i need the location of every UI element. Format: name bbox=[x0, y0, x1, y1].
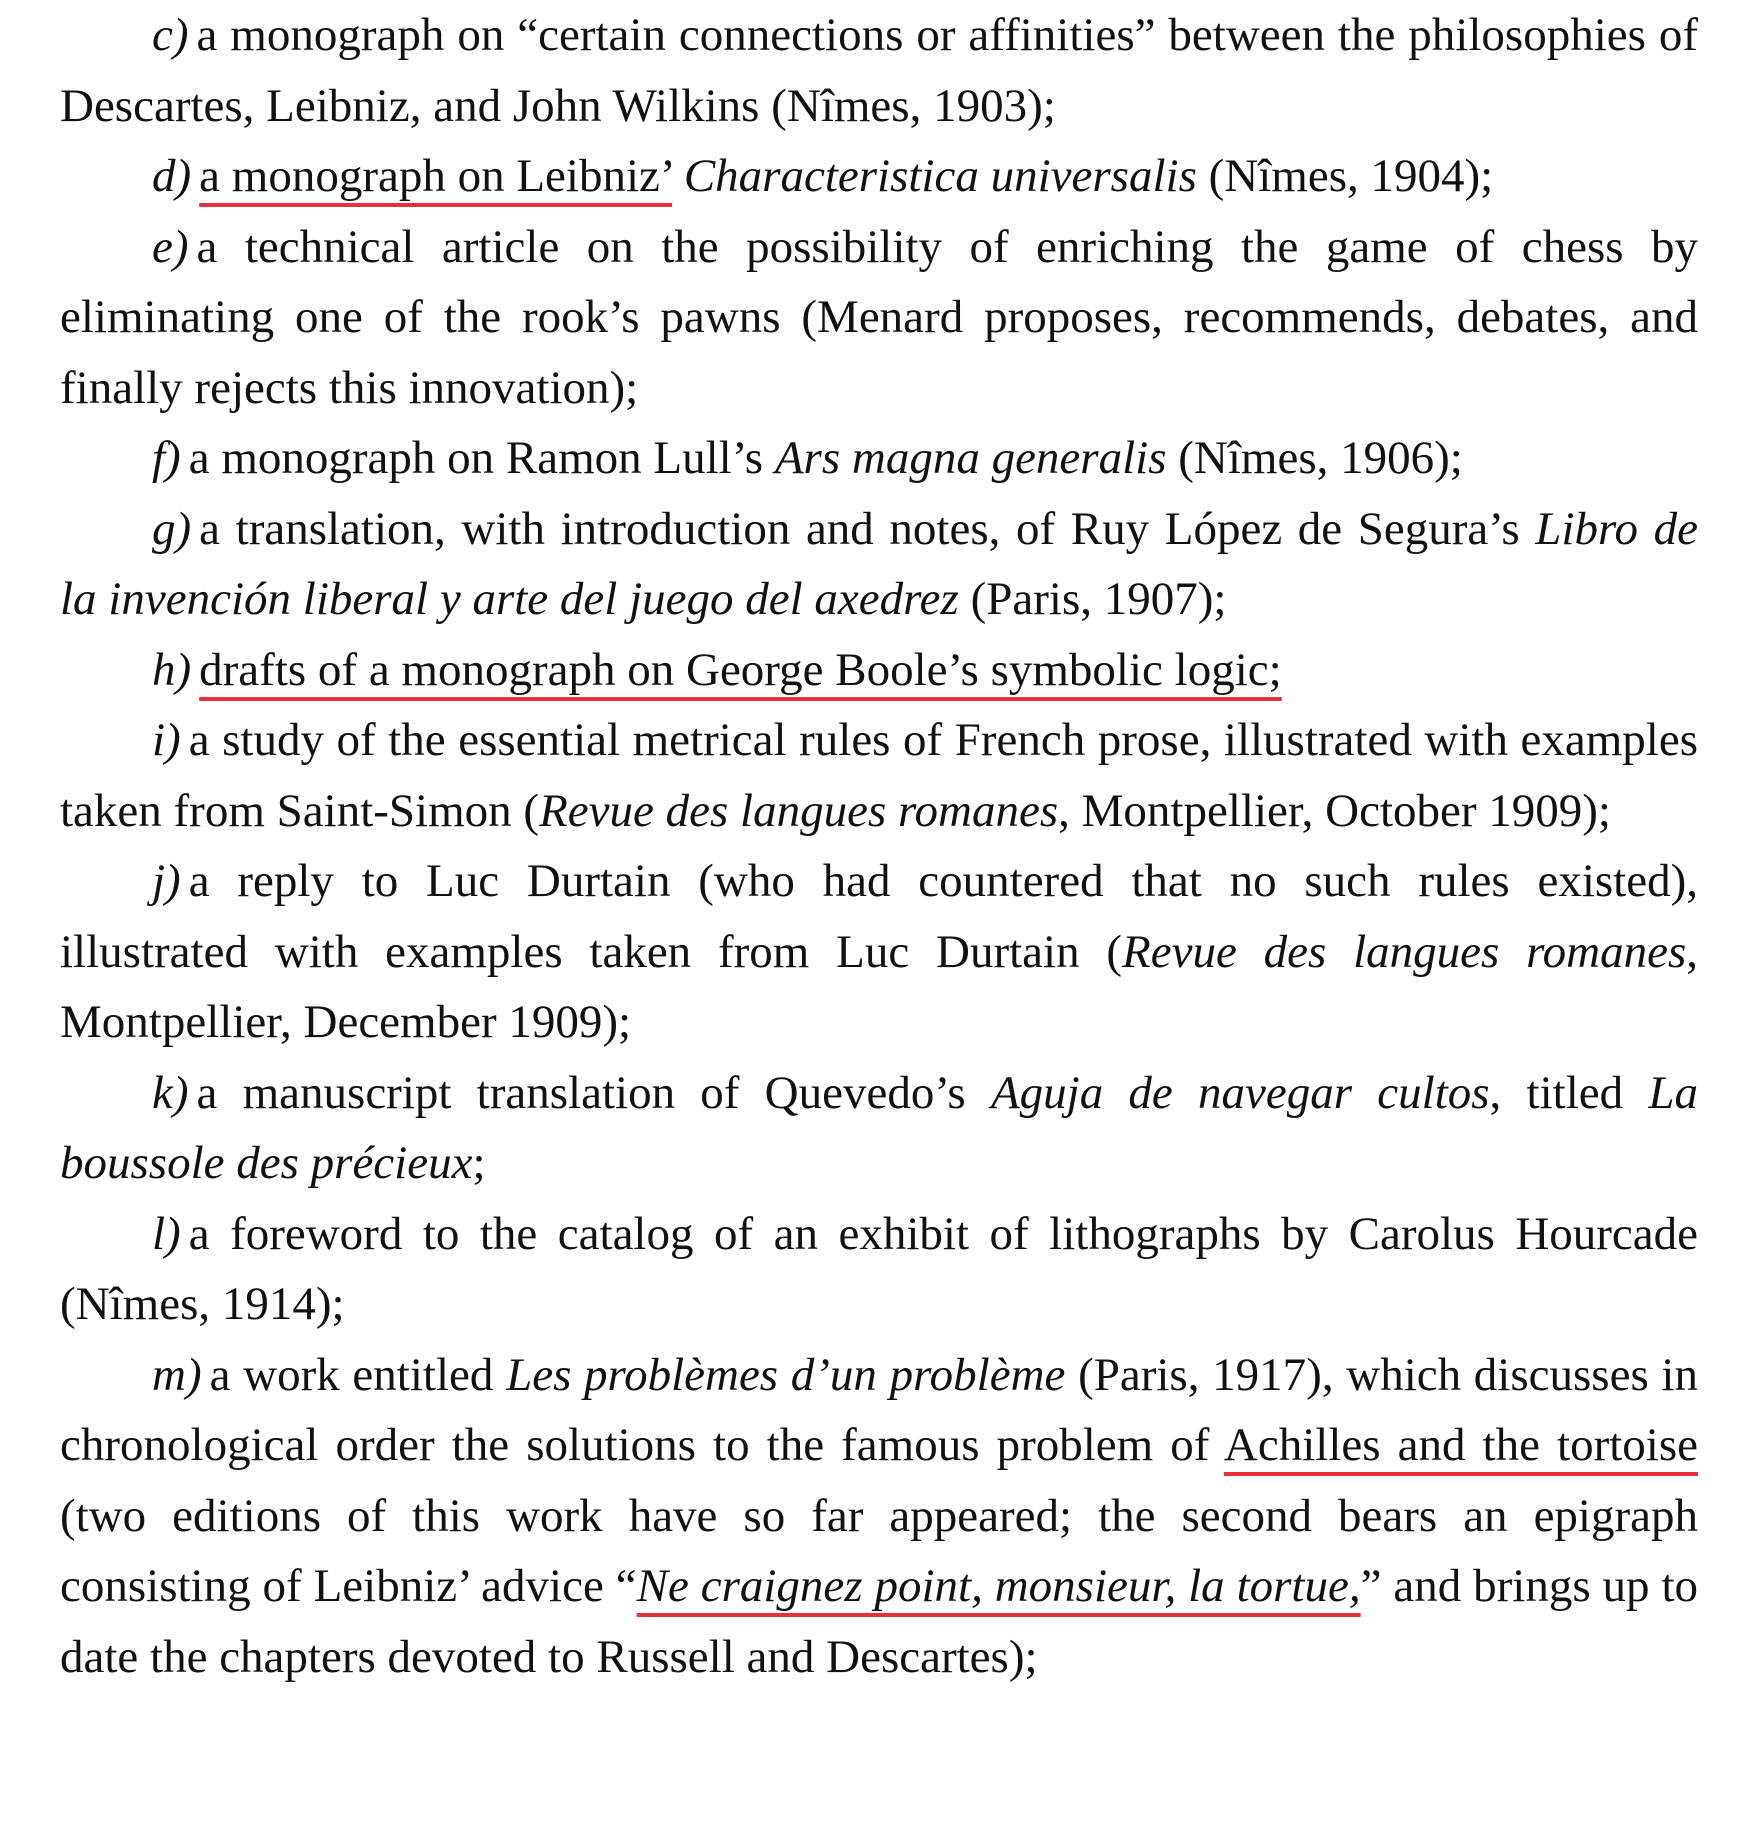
italic-title: Revue des langues romanes bbox=[1122, 925, 1687, 978]
item-label: g) bbox=[152, 502, 192, 555]
italic-title: Aguja de navegar cultos bbox=[990, 1066, 1490, 1119]
italic-title: Libro de la invención liberal y arte del juego del axedrez bbox=[60, 502, 1698, 625]
italic-title: Revue des langues romanes bbox=[539, 784, 1059, 837]
item-label: c) bbox=[152, 9, 189, 61]
list-item bbox=[60, 705, 1698, 846]
text-run: a study of the essential metrical rules of French prose, illustrated with examples taken from Saint-Simon ( bbox=[60, 714, 1698, 837]
text-run bbox=[672, 150, 684, 202]
text-run: a monograph on Ramon Lull’s bbox=[188, 432, 775, 484]
text-run: (Paris, 1917), which discusses in chronological order the solutions to the famous problem of bbox=[60, 1348, 1698, 1471]
text-run: (Paris, 1907); bbox=[958, 573, 1227, 625]
text-run: a monograph on “certain connections or affinities” between the philosophies of Descartes, Leibniz, and John Wilkins (Nîmes, 1903); bbox=[60, 9, 1698, 132]
item-label: f) bbox=[152, 432, 181, 484]
text-run: a foreword to the catalog of an exhibit of lithographs by Carolus Hourcade (Nîmes, 1914); bbox=[60, 1207, 1698, 1330]
text-run: (two editions of this work have so far appeared; the second bears an epigraph consisting of Leibniz’ advice “ bbox=[60, 1489, 1698, 1612]
text-run: (Nîmes, 1904); bbox=[1196, 150, 1494, 202]
highlighted-text: drafts of a monograph on George Boole’s symbolic logic; bbox=[199, 643, 1282, 696]
item-label: m) bbox=[152, 1348, 202, 1401]
text-run: ” and brings up to date the chapters devoted to Russell and Descartes); bbox=[60, 1560, 1698, 1683]
text-run: a technical article on the possibility of enriching the game of chess by eliminating one of the rook’s pawns (Menard proposes, recommends, debates, and finally rejects this innovation); bbox=[60, 220, 1698, 414]
highlighted-text: a monograph on Leibniz’ bbox=[199, 150, 673, 202]
list-item bbox=[60, 141, 1698, 212]
highlighted-text: Achilles and the tortoise bbox=[1223, 1419, 1698, 1471]
list-item bbox=[60, 423, 1698, 494]
italic-title: Les problèmes d’un problème bbox=[506, 1348, 1066, 1401]
item-label: k) bbox=[152, 1066, 189, 1119]
text-run: (Nîmes, 1906); bbox=[1166, 432, 1463, 484]
item-label: l) bbox=[152, 1207, 181, 1260]
text-run: a manuscript translation of Quevedo’s bbox=[196, 1066, 991, 1119]
list-item bbox=[60, 212, 1698, 424]
text-run: a translation, with introduction and notes, of Ruy López de Segura’s bbox=[199, 502, 1536, 555]
item-label: d) bbox=[152, 150, 192, 202]
list-item bbox=[60, 1199, 1698, 1340]
highlighted-italic-text: Ne craignez point, monsieur, la tortue, bbox=[636, 1560, 1361, 1612]
italic-title: Characteristica universalis bbox=[683, 150, 1197, 202]
text-run: , Montpellier, October 1909); bbox=[1058, 784, 1611, 837]
text-run: , Montpellier, December 1909); bbox=[60, 925, 1698, 1048]
bibliography-list bbox=[60, 0, 1698, 1692]
item-label: j) bbox=[152, 855, 181, 907]
list-item bbox=[60, 0, 1698, 141]
item-label: h) bbox=[152, 643, 192, 696]
list-item bbox=[60, 494, 1698, 635]
list-item bbox=[60, 846, 1698, 1058]
list-item bbox=[60, 635, 1698, 706]
italic-title: Ars magna generalis bbox=[774, 432, 1167, 484]
text-run: a work entitled bbox=[209, 1348, 507, 1401]
text-run: , titled bbox=[1489, 1066, 1649, 1119]
text-run: a reply to Luc Durtain (who had countered that no such rules existed), illustrated with examples taken from Luc Durtain ( bbox=[60, 855, 1698, 978]
item-label: e) bbox=[152, 220, 189, 273]
list-item bbox=[60, 1340, 1698, 1693]
text-run: ; bbox=[472, 1137, 486, 1189]
item-label: i) bbox=[152, 714, 181, 766]
list-item bbox=[60, 1058, 1698, 1199]
italic-title: La boussole des précieux bbox=[60, 1066, 1698, 1189]
